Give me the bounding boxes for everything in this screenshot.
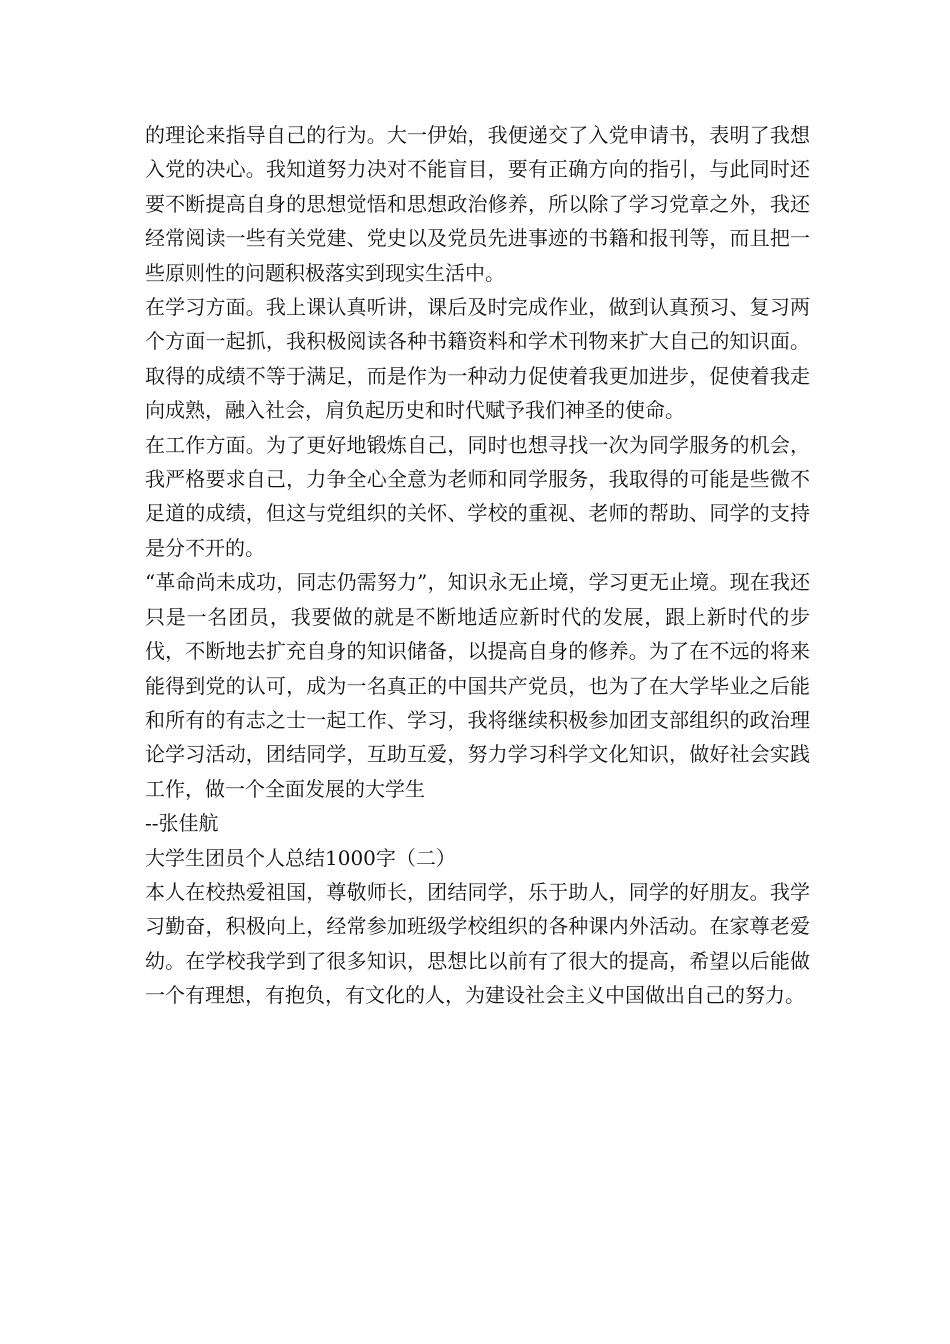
author-signature: --张佳航 <box>145 811 219 836</box>
paragraph-summary-two: 本人在校热爱祖国，尊敬师长，团结同学，乐于助人，同学的好朋友。我学习勤奋，积极向上，经常参加班级学校组织的各种课内外活动。在家尊老爱幼。在学校我学到了很多知识，思想比以前有了很大的提高，希望以后能做一个有理想，有抱负，有文化的人，为建设社会主义中国做出自己的努力。 <box>145 879 810 1008</box>
paragraph-study: 在学习方面。我上课认真听讲，课后及时完成作业，做到认真预习、复习两个方面一起抓，我积极阅读各种书籍资料和学术刊物来扩大自己的知识面。取得的成绩不等于满足，而是作为一种动力促使着我更加进步，促使着我走向成熟，融入社会，肩负起历史和时代赋予我们神圣的使命。 <box>145 295 810 423</box>
section-heading: 大学生团员个人总结1000字（二） <box>145 845 456 870</box>
paragraph-work: 在工作方面。为了更好地锻炼自己，同时也想寻找一次为同学服务的机会，我严格要求自己，力争全心全意为老师和同学服务，我取得的可能是些微不足道的成绩，但这与党组织的关怀、学校的重视、老师的帮助、同学的支持是分不开的。 <box>145 432 810 560</box>
paragraph-political-thought: 的理论来指导自己的行为。大一伊始，我便递交了入党申请书，表明了我想入党的决心。我知道努力决对不能盲目，要有正确方向的指引，与此同时还要不断提高自身的思想觉悟和思想政治修养，所以除了学习党章之外，我还经常阅读一些有关党建、党史以及党员先进事迹的书籍和报刊等，而且把一些原则性的问题积极落实到现实生活中。 <box>145 123 810 285</box>
paragraph-conclusion: “革命尚未成功，同志仍需努力”，知识永无止境，学习更无止境。现在我还只是一名团员，我要做的就是不断地适应新时代的发展，跟上新时代的步伐，不断地去扩充自身的知识储备，以提高自身的修养。为了在不远的将来能得到党的认可，成为一名真正的中国共产党员，也为了在大学毕业之后能和所有的有志之士一起工作、学习，我将继续积极参加团支部组织的政治理论学习活动，团结同学，互助互爱，努力学习科学文化知识，做好社会实践工作，做一个全面发展的大学生 <box>145 570 810 801</box>
document-body <box>145 118 810 1013</box>
